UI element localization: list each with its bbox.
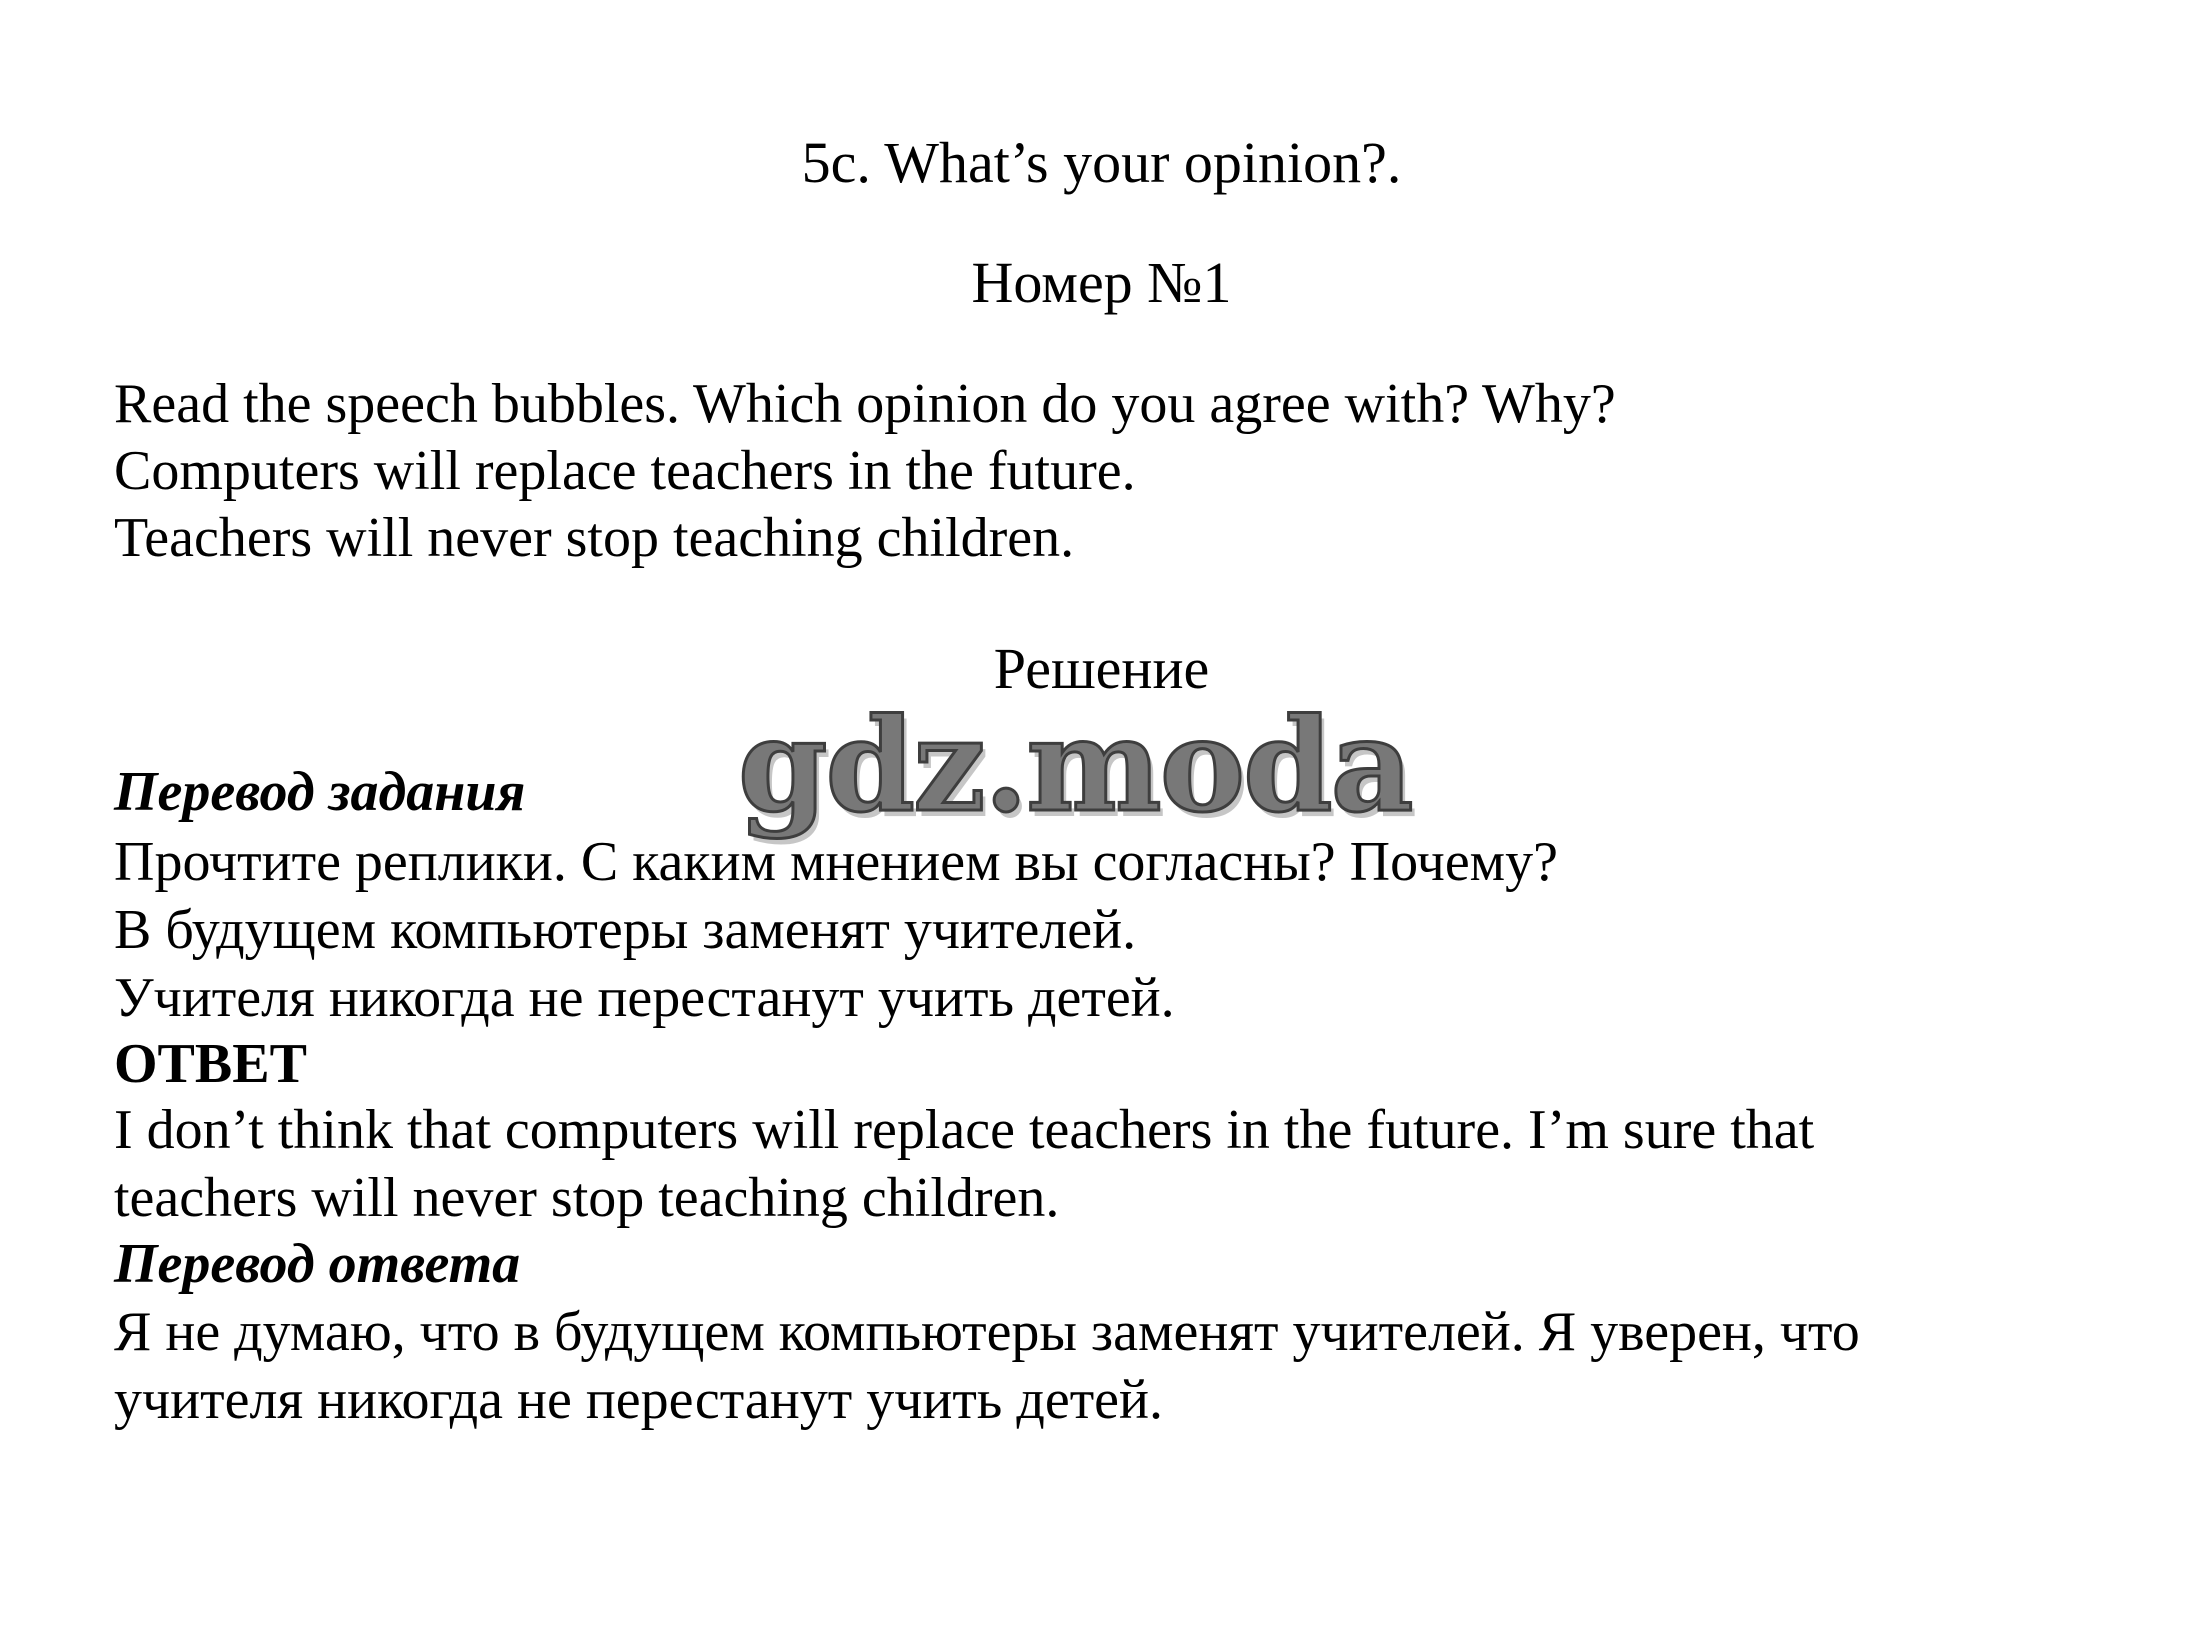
answer-line: I don’t think that computers will replace teachers in the future. I’m sure that bbox=[114, 1099, 1815, 1161]
answer-translation-heading: Перевод ответа bbox=[114, 1233, 521, 1295]
task-translation-heading: Перевод задания bbox=[114, 761, 526, 823]
task-translation-line: Учителя никогда не перестанут учить детей. bbox=[114, 967, 1175, 1029]
answer-translation-line: Я не думаю, что в будущем компьютеры заменят учителей. Я уверен, что bbox=[114, 1301, 1860, 1363]
task-translation-line: Прочтите реплики. С каким мнением вы согласны? Почему? bbox=[114, 831, 1558, 893]
task-line: Read the speech bubbles. Which opinion do you agree with? Why? bbox=[114, 373, 1616, 435]
answer-translation-line: учителя никогда не перестанут учить детей. bbox=[114, 1369, 1163, 1431]
exercise-number: Номер №1 bbox=[971, 250, 1232, 315]
task-line: Teachers will never stop teaching children. bbox=[114, 507, 1075, 569]
solution-heading: Решение bbox=[993, 636, 1210, 701]
answer-heading: ОТВЕТ bbox=[114, 1033, 307, 1095]
task-line: Computers will replace teachers in the future. bbox=[114, 440, 1136, 502]
watermark-logo: gdz.moda bbox=[738, 691, 1412, 841]
answer-line: teachers will never stop teaching children. bbox=[114, 1167, 1060, 1229]
task-translation-line: В будущем компьютеры заменят учителей. bbox=[114, 899, 1137, 961]
page-title: 5c. What’s your opinion?. bbox=[801, 130, 1402, 195]
